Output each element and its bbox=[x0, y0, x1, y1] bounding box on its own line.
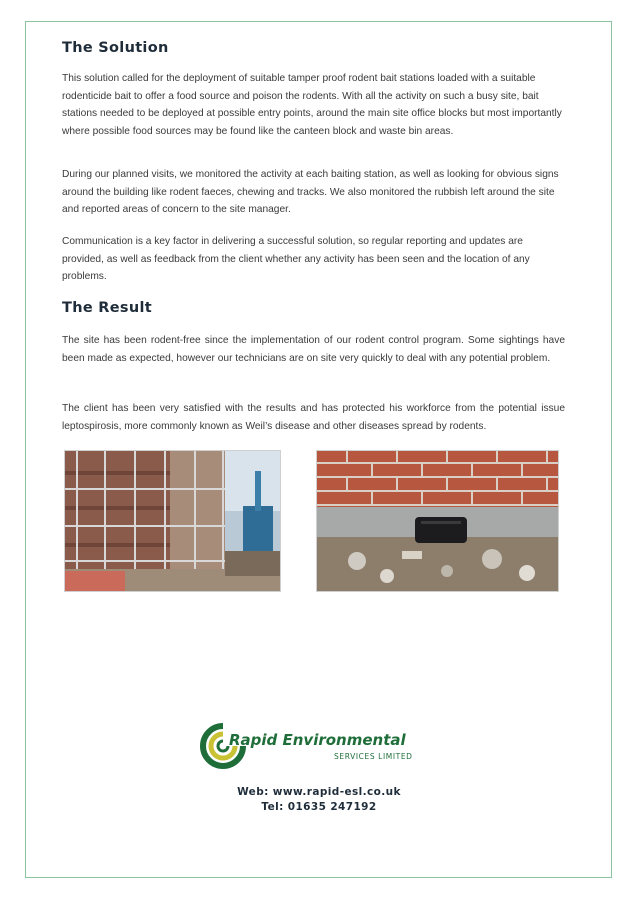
company-logo bbox=[199, 722, 429, 772]
result-paragraph-1: The site has been rodent-free since the implementation of our rodent control program. Some sightings have been made as expected, however our technicians are on site very quickly to deal with any potential problem. bbox=[62, 335, 565, 364]
solution-paragraph-3: Communication is a key factor in delivering a successful solution, so regular reporting and updates are provided, as well as feedback from the client whether any activity has been seen and the location of any problems. bbox=[62, 236, 530, 282]
logo-company-subtitle: SERVICES LIMITED bbox=[334, 752, 413, 761]
result-heading: The Result bbox=[62, 300, 152, 316]
solution-paragraph-1: This solution called for the deployment of suitable tamper proof rodent bait stations loaded with a suitable rodenticide bait to offer a food source and poison the rodents. With all the activity on such a busy site, bait stations needed to be deployed at possible entry points, around the main site office blocks but most importantly where possible food sources may be found like the canteen block and waste bin areas. bbox=[62, 73, 562, 137]
result-paragraph-2: The client has been very satisfied with the results and has protected his workforce from the potential issue leptospirosis, more commonly known as Weil’s disease and other diseases spread by rodents. bbox=[62, 403, 565, 432]
website-line: Web: www.rapid-esl.co.uk bbox=[237, 786, 401, 798]
telephone-line: Tel: 01635 247192 bbox=[261, 801, 377, 813]
bait-station-photo bbox=[316, 450, 559, 592]
construction-site-photo bbox=[64, 450, 281, 592]
solution-paragraph-2: During our planned visits, we monitored the activity at each baiting station, as well as looking for obvious signs around the building like rodent faeces, chewing and tracks. We also monitored the rubbish left around the site and reported areas of concern to the site manager. bbox=[62, 169, 559, 215]
logo-company-name: Rapid Environmental bbox=[229, 731, 406, 749]
solution-heading: The Solution bbox=[62, 40, 169, 56]
